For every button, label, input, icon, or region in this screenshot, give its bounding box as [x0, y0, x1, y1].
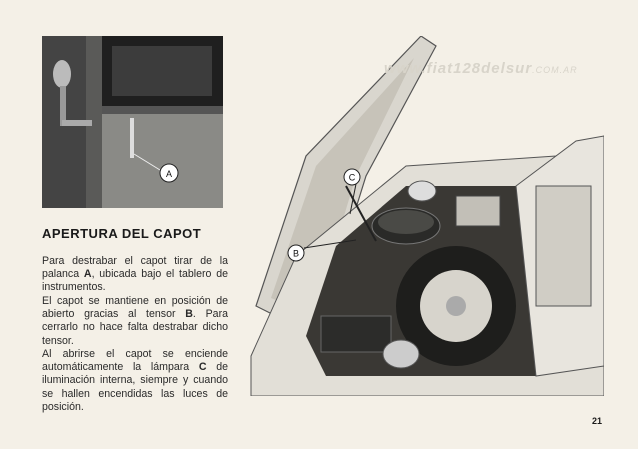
paragraph-lever	[42, 255, 228, 295]
p1-ref-a: A	[83, 268, 92, 281]
engine-compartment-photo	[236, 36, 604, 396]
site-watermark	[384, 60, 578, 77]
p2-ref-b: B	[185, 308, 193, 321]
watermark-main: www.fiat128delsur	[384, 60, 533, 77]
paragraph-tensor	[42, 295, 228, 348]
p3-text-a: Al abrirse el capot se enciende automáticamente la lámpara	[42, 348, 228, 374]
callout-c-label: C	[348, 172, 356, 183]
p1-text-a: Para destrabar el capot tirar de la palanca	[42, 255, 228, 281]
p3-ref-c: C	[198, 361, 207, 374]
callout-a-label: A	[165, 169, 173, 179]
lever-illustration	[42, 36, 223, 208]
watermark-suffix: .COM.AR	[532, 65, 578, 75]
engine-illustration	[236, 36, 604, 396]
callout-b-label: B	[292, 248, 300, 259]
page-number: 21	[592, 416, 603, 426]
p2-text-c: . Para cerrarlo no hace falta destrabar dicho tensor.	[42, 308, 228, 347]
section-title: APERTURA DEL CAPOT	[42, 226, 202, 241]
paragraph-lamp	[42, 348, 228, 414]
p1-text-c: , ubicada bajo el tablero de instrumentos.	[42, 268, 228, 294]
p3-text-c: de iluminación interna, siempre y cuando se hallen encendidas las luces de posición.	[42, 361, 228, 413]
hood-release-lever-photo	[42, 36, 223, 208]
p2-text-a: El capot se mantiene en posición de abierto gracias al tensor	[42, 295, 228, 321]
